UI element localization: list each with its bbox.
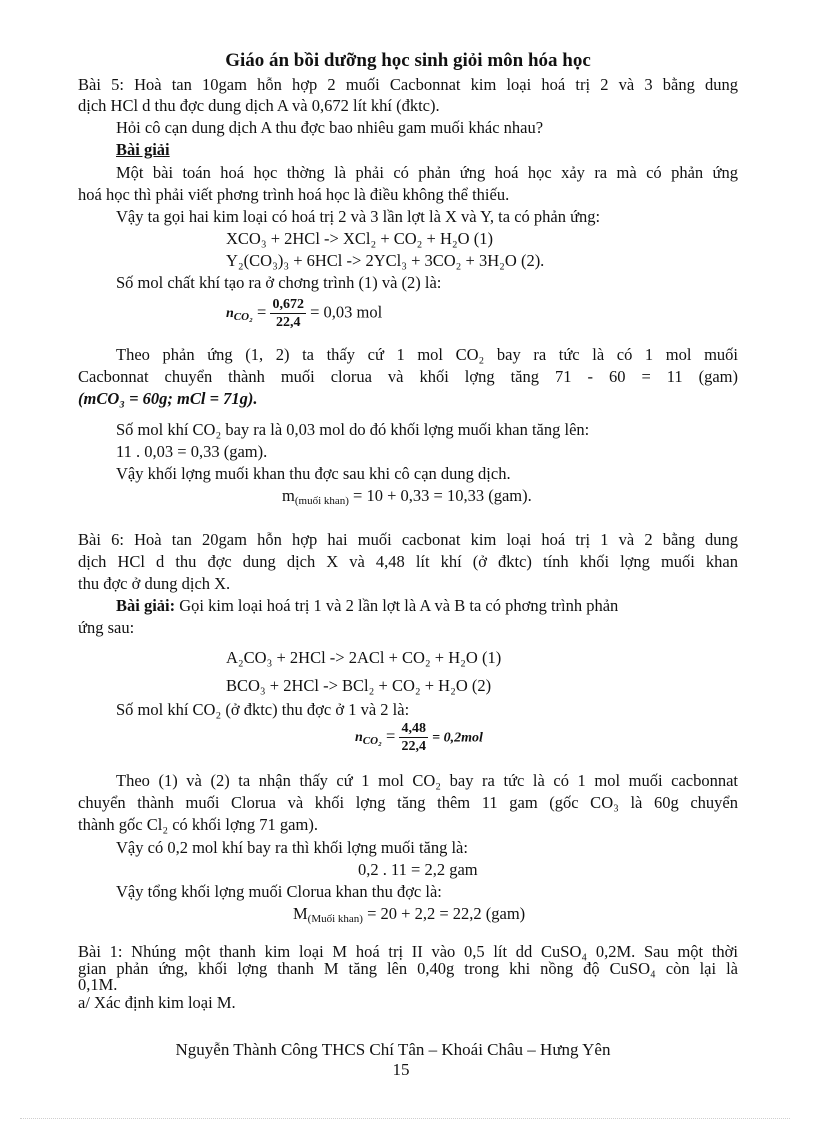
page-number: 15 [392, 1060, 410, 1079]
n-co2-symbol-2: $n_{CO_2}$ [355, 730, 382, 748]
bai5-result-value: = 10 + 0,33 = 10,33 (gam). [348, 486, 532, 505]
bai6-line-4: Gọi kim loại hoá trị 1 và 2 lần lợt là A và B ta có phơng trình phản [175, 596, 619, 615]
bai5-para-1b: hoá học thì phải viết phơng trình hoá học là điều không thể thiếu. [78, 185, 510, 204]
bai5-para-4c: (mCO₃ = 60g; mCl = 71g). [78, 389, 258, 408]
bai5-para-1a: Một bài toán hoá học thờng là phải có phản ứng hoá học xảy ra mà có phản ứng [116, 163, 738, 182]
bai6-fraction-numerator: 4,48 [401, 721, 426, 736]
bai5-mole-result: = 0,03 mol [310, 302, 383, 322]
bai6-para-5: Vậy tổng khối lợng muối Clorua khan thu đợc là: [116, 882, 442, 901]
bai6-result-value: = 20 + 2,2 = 22,2 (gam) [362, 904, 526, 923]
bai5-para-3: Số mol chất khí tạo ra ở chơng trình (1) và (2) là: [116, 273, 442, 292]
bai1-line-2: gian phản ứng, khối lợng thanh M tăng lên 0,40g trong khi nồng độ CuSO₄ còn lại là [78, 959, 738, 978]
bai5-para-2: Vậy ta gọi hai kim loại có hoá trị 2 và 3 lần lợt là X và Y, ta có phản ứng: [116, 207, 601, 226]
bai5-fraction-numerator: 0,672 [272, 297, 304, 312]
bai6-result-symbol: M [293, 904, 308, 923]
bai6-mole-formula: $n_{CO_2}$ = $\frac{4,48}{22,4}$ = 0,2mol [355, 721, 483, 754]
bai6-mole-result: = 0,2mol [432, 730, 483, 746]
bai6-equation-2: BCO₃ + 2HCl -> BCl₂ + CO₂ + H₂O (2) [226, 676, 492, 695]
bai6-line-3: thu đợc ở dung dịch X. [78, 574, 231, 593]
bai5-equation-2: Y₂(CO₃)₃ + 6HCl -> 2YCl₃ + 3CO₂ + 3H₂O (2). [226, 251, 545, 270]
n-co2-symbol: $n_{CO_2}$ [226, 306, 253, 324]
bai6-para-3: Vậy có 0,2 mol khí bay ra thì khối lợng muối tăng là: [116, 838, 468, 857]
bai6-para-2a: Theo (1) và (2) ta nhận thấy cứ 1 mol CO₂ bay ra tức là có 1 mol muối cacbonnat [116, 771, 738, 790]
bai5-line-2: dịch HCl d thu đợc dung dịch A và 0,672 lít khí (đktc). [78, 96, 440, 115]
bai5-para-7: Vậy khối lợng muối khan thu đợc sau khi cô cạn dung dịch. [116, 464, 511, 483]
bai5-result-symbol: m [282, 486, 295, 505]
bai6-fraction [399, 720, 428, 755]
bai6-heading: Bài giải: [116, 596, 176, 615]
bai6-line-2: dịch HCl d thu đợc dung dịch X và 4,48 lít khí (ở đktc) tính khối lợng muối khan [78, 552, 738, 571]
bai5-para-4b: Cacbonnat chuyển thành muối clorua và khối lợng tăng 71 - 60 = 11 (gam) [78, 367, 738, 386]
bai5-heading: Bài giải [116, 140, 170, 159]
bai6-para-2c: thành gốc Cl₂ có khối lợng 71 gam). [78, 815, 318, 834]
bai5-equation-1: XCO₃ + 2HCl -> XCl₂ + CO₂ + H₂O (1) [226, 229, 493, 248]
page-title: Giáo án bồi dưỡng học sinh giỏi môn hóa học [225, 50, 591, 71]
bai6-para-1: Số mol khí CO₂ (ở đktc) thu đợc ở 1 và 2 là: [116, 700, 410, 719]
bai5-mole-formula: $n_{CO_2}$ = $\frac{0,672}{22,4}$ = 0,03 mol [226, 297, 383, 330]
bai5-result-subscript: (muối khan) [294, 495, 349, 507]
bai1-line-1: Bài 1: Nhúng một thanh kim loại M hoá trị II vào 0,5 lít dd CuSO₄ 0,2M. Sau một thời [78, 942, 738, 961]
footer-author: Nguyễn Thành Công THCS Chí Tân – Khoái Châu – Hưng Yên [175, 1040, 611, 1059]
bai5-line-1: Bài 5: Hoà tan 10gam hỗn hợp 2 muối Cacbonnat kim loại hoá trị 2 và 3 bằng dung [78, 75, 738, 94]
bai1-line-4: a/ Xác định kim loại M. [78, 993, 236, 1012]
bai5-para-6: 11 . 0,03 = 0,33 (gam). [116, 442, 268, 461]
bai5-fraction [270, 296, 306, 331]
bai6-para-4: 0,2 . 11 = 2,2 gam [358, 860, 478, 879]
bai6-line-1: Bài 6: Hoà tan 20gam hỗn hợp hai muối cacbonat kim loại hoá trị 1 và 2 bằng dung [78, 530, 738, 549]
bai5-fraction-denominator: 22,4 [275, 315, 301, 330]
bai1-line-3: 0,1M. [78, 975, 118, 994]
bai6-equation-1: A₂CO₃ + 2HCl -> 2ACl + CO₂ + H₂O (1) [226, 648, 502, 667]
bai5-para-4a: Theo phản ứng (1, 2) ta thấy cứ 1 mol CO₂ bay ra tức là có 1 mol muối [116, 345, 738, 364]
bai6-line-5: ứng sau: [78, 618, 135, 637]
bai6-fraction-denominator: 22,4 [401, 739, 426, 754]
bai6-result-subscript: (Muối khan) [307, 913, 363, 925]
bai5-line-3: Hỏi cô cạn dung dịch A thu đợc bao nhiêu gam muối khác nhau? [116, 118, 544, 137]
bai5-result [282, 486, 532, 507]
page-bottom-divider [20, 1118, 790, 1119]
bai5-para-5: Số mol khí CO₂ bay ra là 0,03 mol do đó khối lợng muối khan tăng lên: [116, 420, 590, 439]
bai6-solution-line [116, 596, 738, 616]
bai6-result [293, 904, 525, 925]
bai6-para-2b: chuyển thành muối Clorua và khối lợng tăng thêm 11 gam (gốc CO₃ là 60g chuyển [78, 793, 738, 812]
